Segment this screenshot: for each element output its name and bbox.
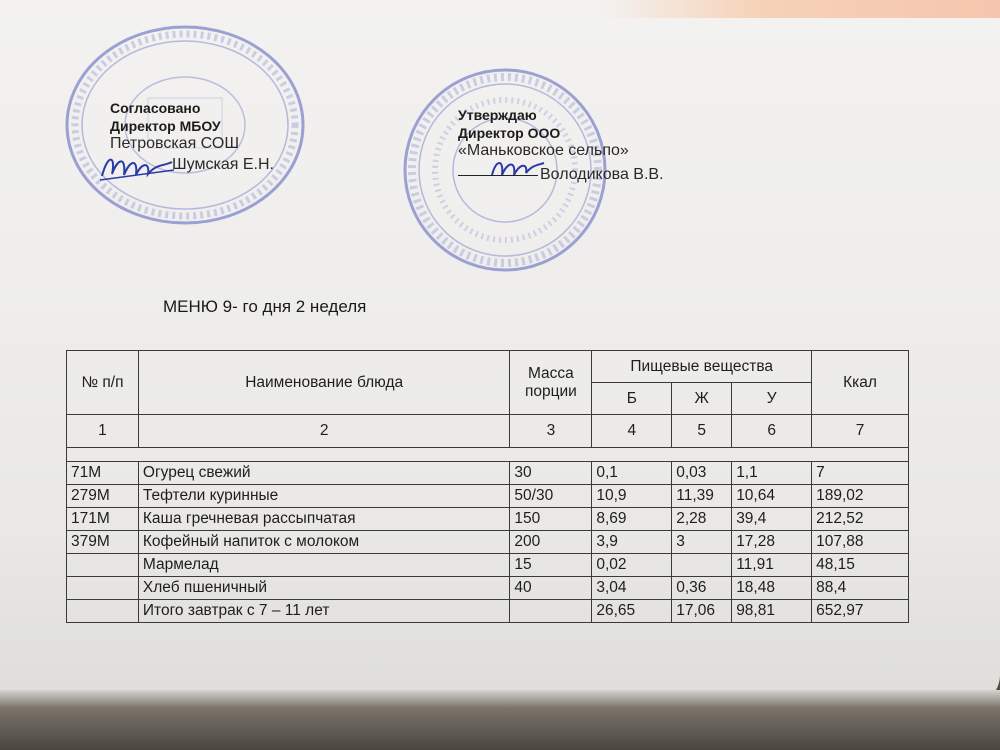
cell-b: 0,1 bbox=[592, 462, 672, 485]
cell-u: 10,64 bbox=[732, 485, 812, 508]
cell-kcal: 48,15 bbox=[812, 554, 909, 577]
cell-b: 26,65 bbox=[592, 600, 672, 623]
cell-mass: 150 bbox=[510, 508, 592, 531]
table-row bbox=[67, 531, 909, 554]
cell-code: 379М bbox=[67, 531, 139, 554]
header-u: У bbox=[732, 383, 812, 415]
table-row bbox=[67, 485, 909, 508]
col-number: 1 bbox=[67, 415, 139, 448]
cell-zh: 0,36 bbox=[672, 577, 732, 600]
cell-u: 39,4 bbox=[732, 508, 812, 531]
header-name: Наименование блюда bbox=[138, 351, 510, 415]
approval-left-block bbox=[110, 99, 274, 174]
cell-name: Итого завтрак с 7 – 11 лет bbox=[138, 600, 510, 623]
approval-left-signer: Шумская Е.Н. bbox=[172, 156, 274, 173]
cell-b: 0,02 bbox=[592, 554, 672, 577]
col-number: 2 bbox=[138, 415, 510, 448]
approval-right-block bbox=[458, 106, 664, 184]
header-kcal: Ккал bbox=[812, 351, 909, 415]
table-row bbox=[67, 508, 909, 531]
approval-left-line3: Петровская СОШ bbox=[110, 135, 239, 152]
cell-mass: 15 bbox=[510, 554, 592, 577]
cell-kcal: 107,88 bbox=[812, 531, 909, 554]
cell-zh: 17,06 bbox=[672, 600, 732, 623]
cell-b: 3,04 bbox=[592, 577, 672, 600]
cell-zh: 0,03 bbox=[672, 462, 732, 485]
cell-mass: 200 bbox=[510, 531, 592, 554]
cell-kcal: 212,52 bbox=[812, 508, 909, 531]
cell-mass: 50/30 bbox=[510, 485, 592, 508]
cell-name: Тефтели куринные bbox=[138, 485, 510, 508]
cell-code: 171М bbox=[67, 508, 139, 531]
cell-code bbox=[67, 577, 139, 600]
cell-code bbox=[67, 600, 139, 623]
col-number: 5 bbox=[672, 415, 732, 448]
total-row bbox=[67, 600, 909, 623]
menu-title: МЕНЮ 9- го дня 2 неделя bbox=[163, 297, 367, 316]
cell-u: 17,28 bbox=[732, 531, 812, 554]
cell-kcal: 7 bbox=[812, 462, 909, 485]
cell-zh: 3 bbox=[672, 531, 732, 554]
cell-name: Мармелад bbox=[138, 554, 510, 577]
cell-u: 1,1 bbox=[732, 462, 812, 485]
cell-name: Огурец свежий bbox=[138, 462, 510, 485]
cell-zh: 2,28 bbox=[672, 508, 732, 531]
cell-u: 11,91 bbox=[732, 554, 812, 577]
header-zh: Ж bbox=[672, 383, 732, 415]
header-nutrients: Пищевые вещества bbox=[592, 351, 812, 383]
cell-name: Хлеб пшеничный bbox=[138, 577, 510, 600]
approval-right-line3: «Маньковское сельпо» bbox=[458, 142, 629, 159]
cell-zh: 11,39 bbox=[672, 485, 732, 508]
header-b: Б bbox=[592, 383, 672, 415]
approval-left-line2: Директор МБОУ bbox=[110, 118, 221, 134]
cell-b: 8,69 bbox=[592, 508, 672, 531]
header-mass: Масса порции bbox=[510, 351, 592, 415]
cell-mass bbox=[510, 600, 592, 623]
approval-right-signer: Володикова В.В. bbox=[540, 166, 664, 183]
spacer-row bbox=[67, 448, 909, 462]
table-row bbox=[67, 462, 909, 485]
cell-b: 10,9 bbox=[592, 485, 672, 508]
table-row bbox=[67, 577, 909, 600]
cell-b: 3,9 bbox=[592, 531, 672, 554]
signature-line-right bbox=[458, 174, 538, 176]
header-num: № п/п bbox=[67, 351, 139, 415]
cell-u: 18,48 bbox=[732, 577, 812, 600]
table-row bbox=[67, 554, 909, 577]
cell-mass: 40 bbox=[510, 577, 592, 600]
cell-kcal: 189,02 bbox=[812, 485, 909, 508]
cell-code: 71М bbox=[67, 462, 139, 485]
approval-left-line1: Согласовано bbox=[110, 100, 201, 116]
cell-name: Каша гречневая рассыпчатая bbox=[138, 508, 510, 531]
background-edge bbox=[600, 0, 1000, 18]
cell-kcal: 652,97 bbox=[812, 600, 909, 623]
approval-right-line1: Утверждаю bbox=[458, 107, 537, 123]
cell-mass: 30 bbox=[510, 462, 592, 485]
col-number: 7 bbox=[812, 415, 909, 448]
cell-kcal: 88,4 bbox=[812, 577, 909, 600]
approval-right-line2: Директор ООО bbox=[458, 125, 561, 141]
menu-table bbox=[66, 350, 909, 623]
cell-code: 279М bbox=[67, 485, 139, 508]
cell-name: Кофейный напиток с молоком bbox=[138, 531, 510, 554]
desk-background bbox=[0, 690, 1000, 750]
col-number: 4 bbox=[592, 415, 672, 448]
cell-u: 98,81 bbox=[732, 600, 812, 623]
col-number: 6 bbox=[732, 415, 812, 448]
cell-zh bbox=[672, 554, 732, 577]
cell-code bbox=[67, 554, 139, 577]
col-number: 3 bbox=[510, 415, 592, 448]
